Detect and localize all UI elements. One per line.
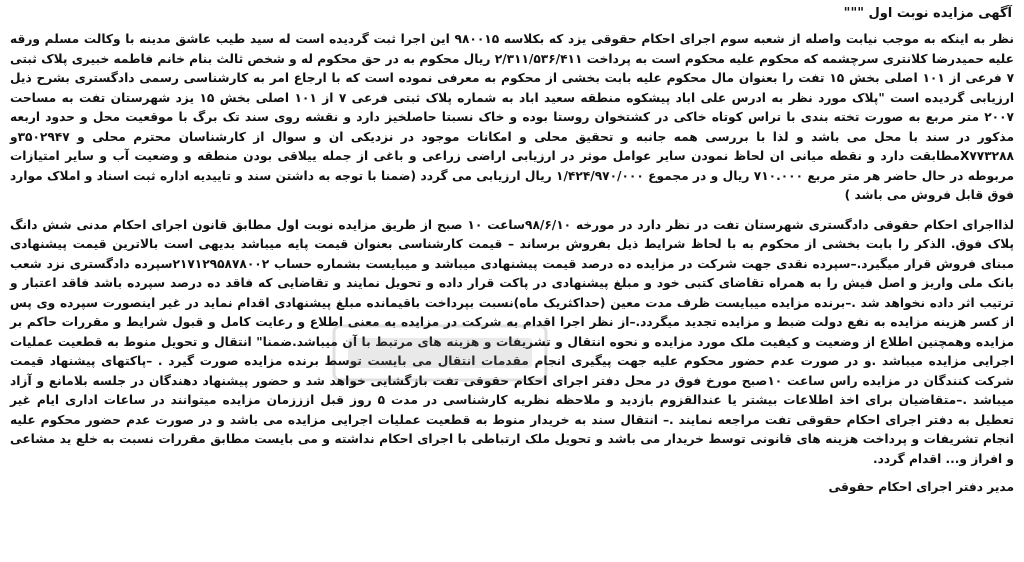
notice-paragraph-1: نظر به اینکه به موجب نیابت واصله از شعبه سوم اجرای احکام حقوقی یزد که بکلاسه ۹۸۰۰۱۵ این اجرا ثبت گردیده است له سید طیب عاشق مدینه با وکالت مسلم ورقه علیه حمیدرضا کلانتری سرچشمه که محکوم علیه محکوم است به پرداخت ۲/۳۱۱/۵۳۶/۴۱۱ ریال محکوم به در حق محکوم له و شخص ثالث بنام خانم فاطمه خبیری پلاک ثبتی ۷ فرعی از ۱۰۱ اصلی بخش ۱۵ تفت را بعنوان مال محکوم علیه بابت بخشی از محکوم به معرفی نموده است که با ارجاع امر به کارشناسی رسمی دادگستری بشرح ذیل ارزیابی گردیده است "پلاک مورد نظر به ادرس علی اباد پیشکوه منطقه سعید اباد به شماره پلاک ثبتی فرعی ۷ از ۱۰۱ اصلی بخش ۱۵ یزد شهرستان تفت به مساحت ۲۰۰۷ متر مربع به صورت تخته بندی با تراس کوتاه خاکی در کشتخوان روستا بوده و خاک نسبتا حاصلخیز دارد و نقشه روی سند تک برگ با موقعیت محل و حدود اربعه مذکور در سند با محل می باشد و لذا با بررسی همه جانبه و تحقیق محلی و امکانات موجود در نزدیکی ان و سوال از کارشناسان محترم محلی و ۳۵۰۲۹۴۷و X۷۷۳۲۸۸مطابقت دارد و نقطه میانی ان لحاظ نمودن سایر عوامل موثر در ارزیابی اراضی زراعی و باغی از جمله ییلاقی بودن منطقه و وضعیت آب و سایر امتیازات مربوطه در حال حاضر هر متر مربع ۷۱۰.۰۰۰ ریال و در مجموع ۱/۴۲۴/۹۷۰/۰۰۰ ریال ارزیابی می گردد (ضمنا با توجه به داشتن سند و تاییدیه اداره ثبت اسناد و املاک موارد فوق قابل فروش می باشد ) bbox=[10, 32, 1015, 202]
notice-paragraph-2: لذااجرای احکام حقوقی دادگستری شهرستان تفت در نظر دارد در مورخه ۹۸/۶/۱۰ساعت ۱۰ صبح از طریق مزایده نوبت اول مطابق قانون اجرای احکام مدنی شش دانگ پلاک فوق. الذکر را بابت بخشی از محکوم به با لحاظ شرایط ذیل بفروش برساند – قیمت کارشناسی بعنوان قیمت پایه میباشد بدیهی است بالاترین قیمت پیشنهادی مبنای فروش قرار میگیرد.–سپرده نقدی جهت شرکت در مزایده ده درصد قیمت پیشنهادی میباشد و میبایست بشماره حساب ۲۱۷۱۲۹۵۸۷۸۰۰۲سپرده دادگستری نزد شعب بانک ملی واریز و اصل فیش را به همراه تقاضای کتبی خود و مبلغ پیشنهادی در پاکت قرار داده و تحویل نمایند و تقاضایی که فاقد ده درصد سپرده باشد فاقد اعتبار و ترتیب اثر داده نخواهد شد .–برنده مزایده میبایست ظرف مدت معین (حداکثریک ماه)نسبت بپرداخت باقیمانده مبلغ پیشنهادی اقدام نماید در غیر اینصورت سپرده وی پس از کسر هزینه مزایده به نفع دولت ضبط و مزایده تجدید میگردد.–از نظر اجرا اقدام به شرکت در مزایده به معنی اطلاع و رعایت کامل و قبول شرایط و مقررات حاکم بر مزایده وهمچنین اطلاع از وضعیت و کیفیت ملک مورد مزایده و نحوه انتقال و تشریفات و هزینه های مرتبط با آن میباشد.ضمنا" انتقال و تحویل منوط به قطعیت عملیات اجرایی مزایده میباشد .و در صورت عدم حضور محکوم علیه جهت پیگیری انجام مقدمات انتقال می بایست توسط برنده مزایده صورت گیرد . –پاکتهای پیشنهاد قیمت شرکت کنندگان در مزایده راس ساعت ۱۰صبح مورخ فوق در محل دفتر اجرای احکام حقوقی تفت بازگشایی خواهد شد و حضور پیشنهاد دهندگان در جلسه بلامانع و آزاد میباشد .–متقاضیان برای اخذ اطلاعات بیشتر یا عندالقزوم بازدید و ملاحظه نظریه کارشناسی در مدت ۵ روز قبل ازززمان مزایده میتوانند در ساعات اداری ایام غیر تعطیل به دفتر اجرای احکام حقوقی تفت مراجعه نمایند .– انتقال سند به خریدار منوط به قطعیت عملیات اجرایی مزایده می باشد و در صورت عدم حضور محکوم علیه انجام تشریفات و پرداخت هزینه های قانونی توسط خریدار می باشد و تحویل ملک ارتباطی با اجرای احکام نداشته و می بایست مطابق مقررات نسبت به خلع ید مشاعی و افراز و... اقدام گردد. bbox=[10, 217, 1015, 466]
notice-signature: مدیر دفتر اجرای احکام حقوقی bbox=[828, 480, 1014, 494]
notice-title: آگهی مزایده نوبت اول """ bbox=[843, 6, 1012, 21]
